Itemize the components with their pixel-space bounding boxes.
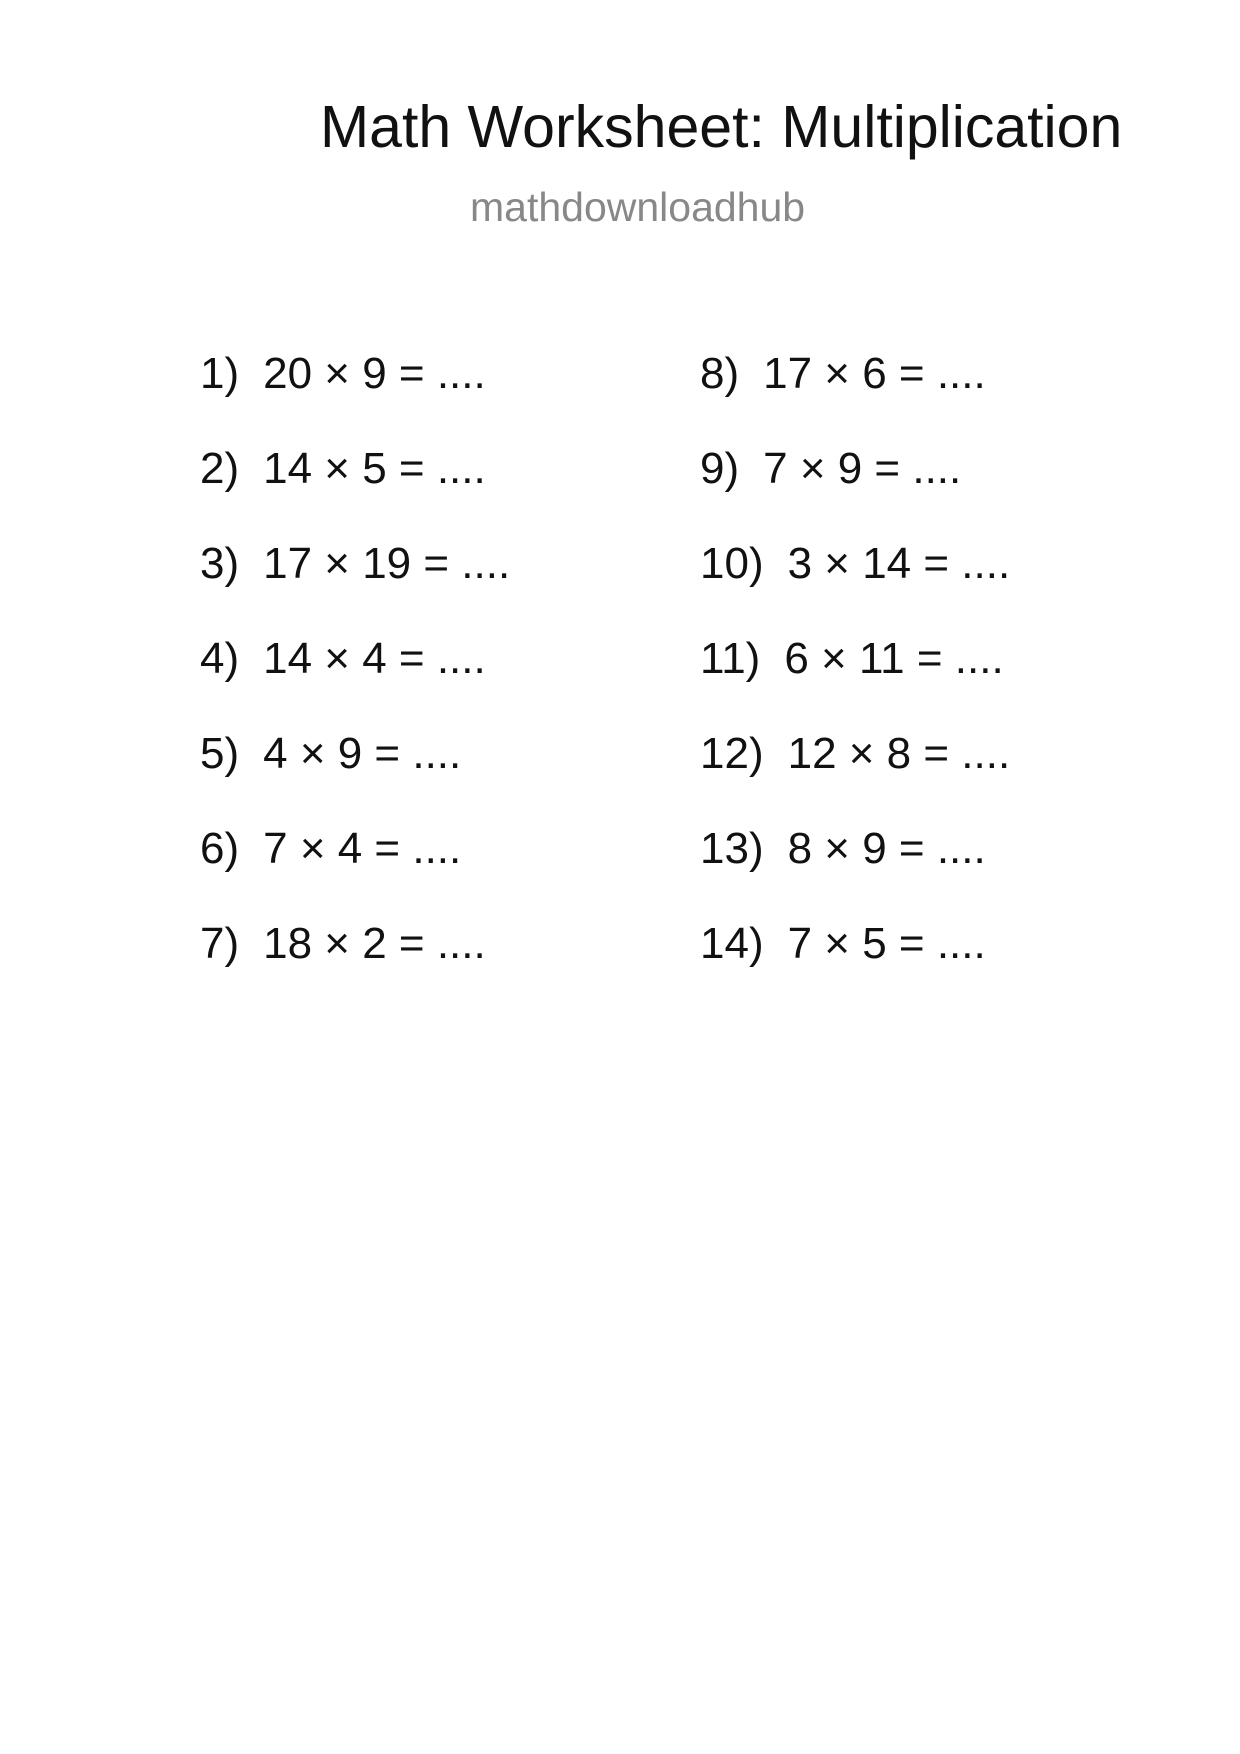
problem-1 bbox=[200, 349, 510, 447]
problem-column-right bbox=[700, 349, 1011, 1017]
problem-13 bbox=[700, 824, 1010, 922]
problem-number: 6) bbox=[200, 824, 240, 873]
problem-expression: 7 × 5 = .... bbox=[787, 919, 986, 968]
problem-number: 7) bbox=[200, 919, 240, 968]
problem-number: 9) bbox=[700, 444, 740, 493]
problem-expression: 17 × 6 = .... bbox=[763, 349, 986, 398]
worksheet-title: Math Worksheet: Multiplication bbox=[320, 94, 1123, 160]
problem-expression: 8 × 9 = .... bbox=[787, 824, 986, 873]
problem-11 bbox=[700, 634, 1010, 732]
problem-12 bbox=[700, 729, 1011, 827]
problem-number: 1) bbox=[200, 349, 240, 398]
problem-3 bbox=[200, 539, 511, 637]
problem-expression: 17 × 19 = .... bbox=[263, 539, 511, 588]
problem-8 bbox=[700, 349, 1010, 447]
problem-number: 13) bbox=[700, 824, 764, 873]
worksheet-subtitle: mathdownloadhub bbox=[470, 184, 806, 230]
problem-expression: 7 × 9 = .... bbox=[763, 444, 962, 493]
problem-number: 12) bbox=[700, 729, 764, 778]
problem-number: 5) bbox=[200, 729, 240, 778]
problem-5 bbox=[200, 729, 510, 827]
problem-number: 4) bbox=[200, 634, 240, 683]
problem-14 bbox=[700, 919, 1010, 1017]
problem-2 bbox=[200, 444, 510, 542]
problem-number: 2) bbox=[200, 444, 240, 493]
problem-number: 8) bbox=[700, 349, 740, 398]
problem-number: 10) bbox=[700, 539, 764, 588]
problem-number: 11) bbox=[700, 634, 761, 683]
problem-expression: 7 × 4 = .... bbox=[263, 824, 462, 873]
problem-expression: 20 × 9 = .... bbox=[263, 349, 486, 398]
problem-6 bbox=[200, 824, 510, 922]
problem-expression: 6 × 11 = .... bbox=[784, 634, 1004, 683]
problem-expression: 14 × 4 = .... bbox=[263, 634, 486, 683]
problem-7 bbox=[200, 919, 510, 1017]
problem-expression: 18 × 2 = .... bbox=[263, 919, 486, 968]
problem-expression: 14 × 5 = .... bbox=[263, 444, 486, 493]
problem-number: 3) bbox=[200, 539, 240, 588]
problem-9 bbox=[700, 444, 1010, 542]
problem-4 bbox=[200, 634, 510, 732]
problem-expression: 3 × 14 = .... bbox=[787, 539, 1011, 588]
problem-column-left bbox=[200, 349, 511, 1017]
problem-10 bbox=[700, 539, 1011, 637]
problem-number: 14) bbox=[700, 919, 764, 968]
problem-expression: 12 × 8 = .... bbox=[787, 729, 1011, 778]
problem-expression: 4 × 9 = .... bbox=[263, 729, 462, 778]
